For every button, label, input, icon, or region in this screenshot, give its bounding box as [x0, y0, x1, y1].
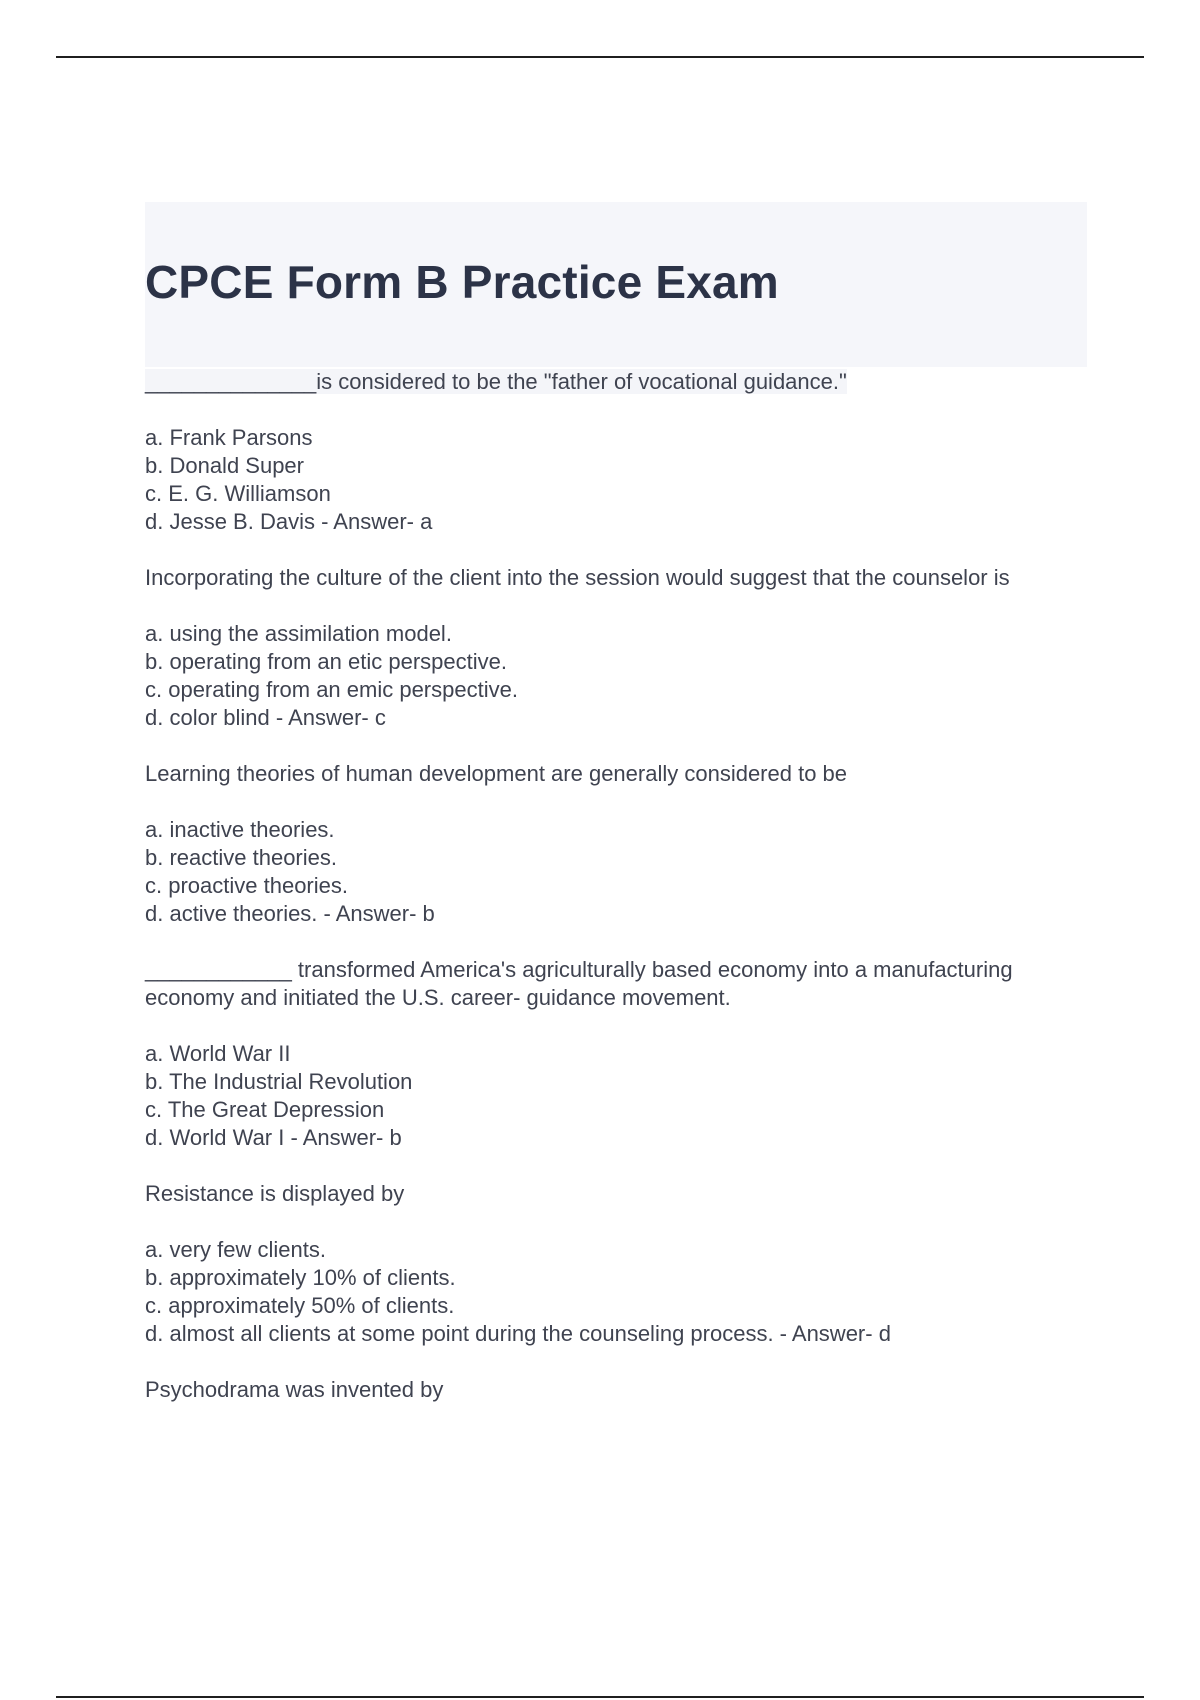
option-d-answer: d. almost all clients at some point during the counseling process. - Answer- d: [145, 1321, 891, 1346]
top-rule: [56, 56, 1144, 58]
option-c: c. proactive theories.: [145, 873, 348, 898]
question-text: Learning theories of human development are generally considered to be: [145, 761, 848, 786]
option-a: a. using the assimilation model.: [145, 621, 452, 646]
answer-options: [145, 816, 1090, 928]
question-2: [145, 564, 1090, 732]
question-5: [145, 1180, 1090, 1348]
option-b: b. operating from an etic perspective.: [145, 649, 507, 674]
answer-options: [145, 424, 1090, 536]
document-title: CPCE Form B Practice Exam: [145, 256, 779, 308]
option-c: c. approximately 50% of clients.: [145, 1293, 455, 1318]
question-text: Psychodrama was invented by: [145, 1377, 444, 1402]
option-d-answer: d. World War I - Answer- b: [145, 1125, 402, 1150]
option-b: b. approximately 10% of clients.: [145, 1265, 456, 1290]
question-4: [145, 956, 1090, 1152]
option-b: b. The Industrial Revolution: [145, 1069, 413, 1094]
option-a: a. Frank Parsons: [145, 425, 313, 450]
option-c: c. The Great Depression: [145, 1097, 385, 1122]
question-text: Incorporating the culture of the client into the session would suggest that the counselor is: [145, 565, 1010, 590]
option-d-answer: d. Jesse B. Davis - Answer- a: [145, 509, 433, 534]
answer-options: [145, 1040, 1090, 1152]
answer-options: [145, 1236, 1090, 1348]
option-a: a. inactive theories.: [145, 817, 335, 842]
question-6: [145, 1376, 1090, 1404]
question-text: ____________ transformed America's agriculturally based economy into a manufacturing economy and initiated the U.S. career- guidance movement.: [145, 957, 1013, 1010]
question-1: [145, 368, 1090, 536]
option-b: b. reactive theories.: [145, 845, 337, 870]
option-d-answer: d. color blind - Answer- c: [145, 705, 386, 730]
question-list: [145, 368, 1090, 1432]
option-a: a. World War II: [145, 1041, 291, 1066]
option-c: c. operating from an emic perspective.: [145, 677, 518, 702]
option-a: a. very few clients.: [145, 1237, 326, 1262]
option-d-answer: d. active theories. - Answer- b: [145, 901, 435, 926]
option-c: c. E. G. Williamson: [145, 481, 331, 506]
answer-options: [145, 620, 1090, 732]
question-3: [145, 760, 1090, 928]
question-text: ______________is considered to be the "father of vocational guidance.": [145, 369, 847, 394]
option-b: b. Donald Super: [145, 453, 304, 478]
bottom-rule: [56, 1696, 1144, 1698]
question-text: Resistance is displayed by: [145, 1181, 405, 1206]
